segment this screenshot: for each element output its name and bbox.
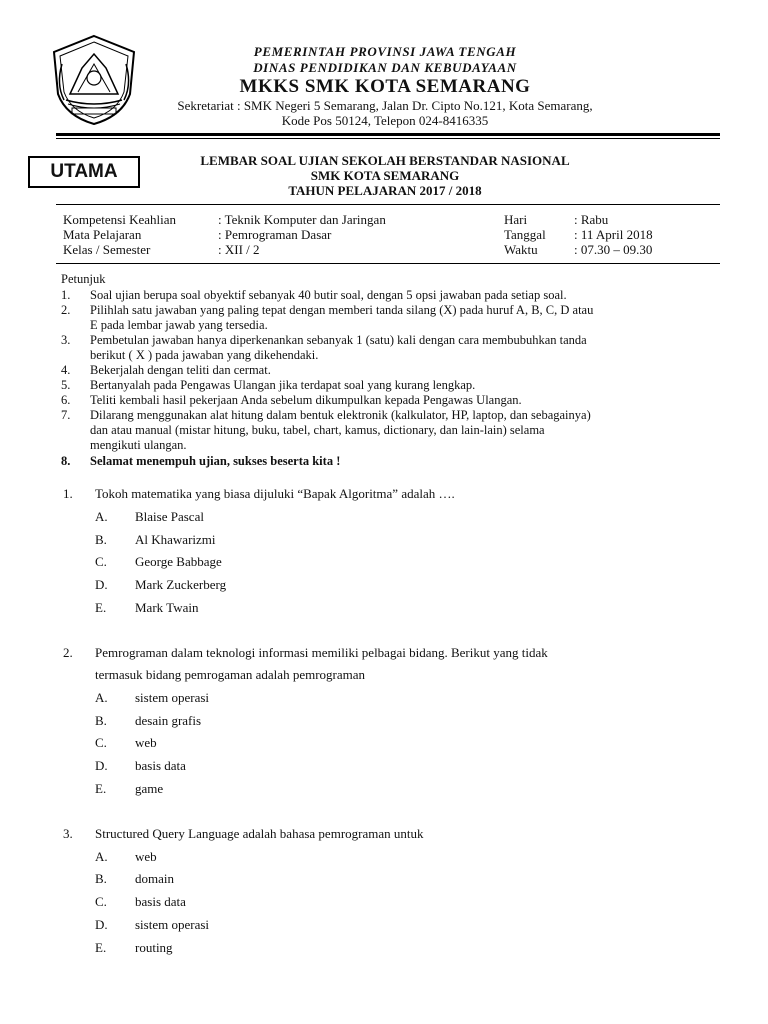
- info-value: : XII / 2: [218, 242, 260, 257]
- question-text: Pemrograman dalam teknologi informasi memiliki pelbagai bidang. Berikut yang tidak: [95, 645, 548, 660]
- instruction-text: dan atau manual (mistar hitung, buku, tabel, chart, kamus, dictionary, dan lain-lain) selama: [90, 423, 545, 437]
- instruction-text: Pembetulan jawaban hanya diperkenankan sebanyak 1 (satu) kali dengan cara membubuhkan tanda: [90, 333, 587, 347]
- header-contact: Kode Pos 50124, Telepon 024-8416335: [281, 113, 489, 128]
- header-organization: MKKS SMK KOTA SEMARANG: [239, 76, 531, 97]
- question-number: 2.: [63, 645, 73, 660]
- option-text: web: [135, 849, 157, 864]
- option-letter: B.: [95, 713, 107, 728]
- option-text: basis data: [135, 758, 186, 773]
- option-text: domain: [135, 871, 174, 886]
- instruction-text: Bertanyalah pada Pengawas Ulangan jika terdapat soal yang kurang lengkap.: [90, 378, 476, 392]
- option-text: Mark Twain: [135, 600, 199, 615]
- option-text: sistem operasi: [135, 917, 210, 932]
- info-label: Waktu: [504, 242, 538, 257]
- option-letter: C.: [95, 735, 107, 750]
- option-letter: C.: [95, 554, 107, 569]
- info-value: : Teknik Komputer dan Jaringan: [218, 212, 386, 227]
- instruction-number: 8.: [61, 454, 71, 468]
- info-label: Mata Pelajaran: [63, 227, 142, 242]
- option-text: George Babbage: [135, 554, 222, 569]
- option-letter: D.: [95, 577, 108, 592]
- info-value: : 07.30 – 09.30: [574, 242, 653, 257]
- question-text: Tokoh matematika yang biasa dijuluki “Bapak Algoritma” adalah ….: [95, 486, 455, 501]
- option-letter: C.: [95, 894, 107, 909]
- header-government: PEMERINTAH PROVINSI JAWA TENGAH: [253, 44, 517, 59]
- instruction-number: 3.: [61, 333, 71, 347]
- option-text: Mark Zuckerberg: [135, 577, 227, 592]
- info-label: Tanggal: [504, 227, 546, 242]
- question-number: 3.: [63, 826, 73, 841]
- instruction-text: E pada lembar jawab yang tersedia.: [90, 318, 268, 332]
- question-text: termasuk bidang pemrogaman adalah pemrograman: [95, 667, 366, 682]
- instruction-text: Dilarang menggunakan alat hitung dalam bentuk elektronik (kalkulator, HP, laptop, dan sebagainya): [90, 408, 591, 422]
- instruction-number: 1.: [61, 288, 71, 302]
- option-letter: D.: [95, 758, 108, 773]
- utama-badge: UTAMA: [28, 156, 140, 188]
- instruction-text: berikut ( X ) pada jawaban yang dikehendaki.: [90, 348, 319, 362]
- header-agency: DINAS PENDIDIKAN DAN KEBUDAYAAN: [253, 60, 517, 75]
- header-divider-thin: [56, 138, 720, 139]
- option-text: Blaise Pascal: [135, 509, 204, 524]
- instruction-number: 5.: [61, 378, 71, 392]
- question-number: 1.: [63, 486, 73, 501]
- instruction-number: 6.: [61, 393, 71, 407]
- option-letter: E.: [95, 940, 107, 955]
- info-value: : Pemrograman Dasar: [218, 227, 332, 242]
- title-divider: [56, 204, 720, 205]
- instruction-text: Pilihlah satu jawaban yang paling tepat dengan memberi tanda silang (X) pada huruf A, B, C, D atau: [90, 303, 594, 317]
- exam-school: SMK KOTA SEMARANG: [310, 168, 460, 183]
- info-label: Kelas / Semester: [63, 242, 151, 257]
- option-letter: E.: [95, 600, 107, 615]
- option-letter: A.: [95, 849, 108, 864]
- info-divider: [56, 263, 720, 264]
- header-divider-thick: [56, 133, 720, 136]
- option-letter: B.: [95, 532, 107, 547]
- exam-year: TAHUN PELAJARAN 2017 / 2018: [288, 183, 482, 198]
- info-label: Hari: [504, 212, 528, 227]
- info-value: : Rabu: [574, 212, 609, 227]
- option-letter: A.: [95, 690, 108, 705]
- instruction-number: 7.: [61, 408, 71, 422]
- exam-title: LEMBAR SOAL UJIAN SEKOLAH BERSTANDAR NASIONAL: [200, 153, 570, 168]
- instruction-text: Soal ujian berupa soal obyektif sebanyak 40 butir soal, dengan 5 opsi jawaban pada setiap soal.: [90, 288, 567, 302]
- option-text: routing: [135, 940, 173, 955]
- option-text: basis data: [135, 894, 186, 909]
- instructions-heading: Petunjuk: [61, 272, 106, 286]
- question-text: Structured Query Language adalah bahasa pemrograman untuk: [95, 826, 424, 841]
- option-text: desain grafis: [135, 713, 202, 728]
- instruction-number: 4.: [61, 363, 71, 377]
- info-label: Kompetensi Keahlian: [63, 212, 176, 227]
- option-text: Al Khawarizmi: [135, 532, 216, 547]
- option-text: game: [135, 781, 164, 796]
- option-text: sistem operasi: [135, 690, 210, 705]
- option-text: web: [135, 735, 157, 750]
- option-letter: B.: [95, 871, 107, 886]
- instruction-text: Selamat menempuh ujian, sukses beserta kita !: [90, 454, 341, 468]
- instruction-text: Teliti kembali hasil pekerjaan Anda sebelum dikumpulkan kepada Pengawas Ulangan.: [90, 393, 522, 407]
- option-letter: D.: [95, 917, 108, 932]
- province-crest-logo: [48, 34, 140, 126]
- instruction-text: Bekerjalah dengan teliti dan cermat.: [90, 363, 271, 377]
- option-letter: E.: [95, 781, 107, 796]
- instruction-number: 2.: [61, 303, 71, 317]
- info-value: : 11 April 2018: [574, 227, 653, 242]
- instruction-text: mengikuti ulangan.: [90, 438, 187, 452]
- option-letter: A.: [95, 509, 108, 524]
- header-address: Sekretariat : SMK Negeri 5 Semarang, Jalan Dr. Cipto No.121, Kota Semarang,: [177, 98, 593, 113]
